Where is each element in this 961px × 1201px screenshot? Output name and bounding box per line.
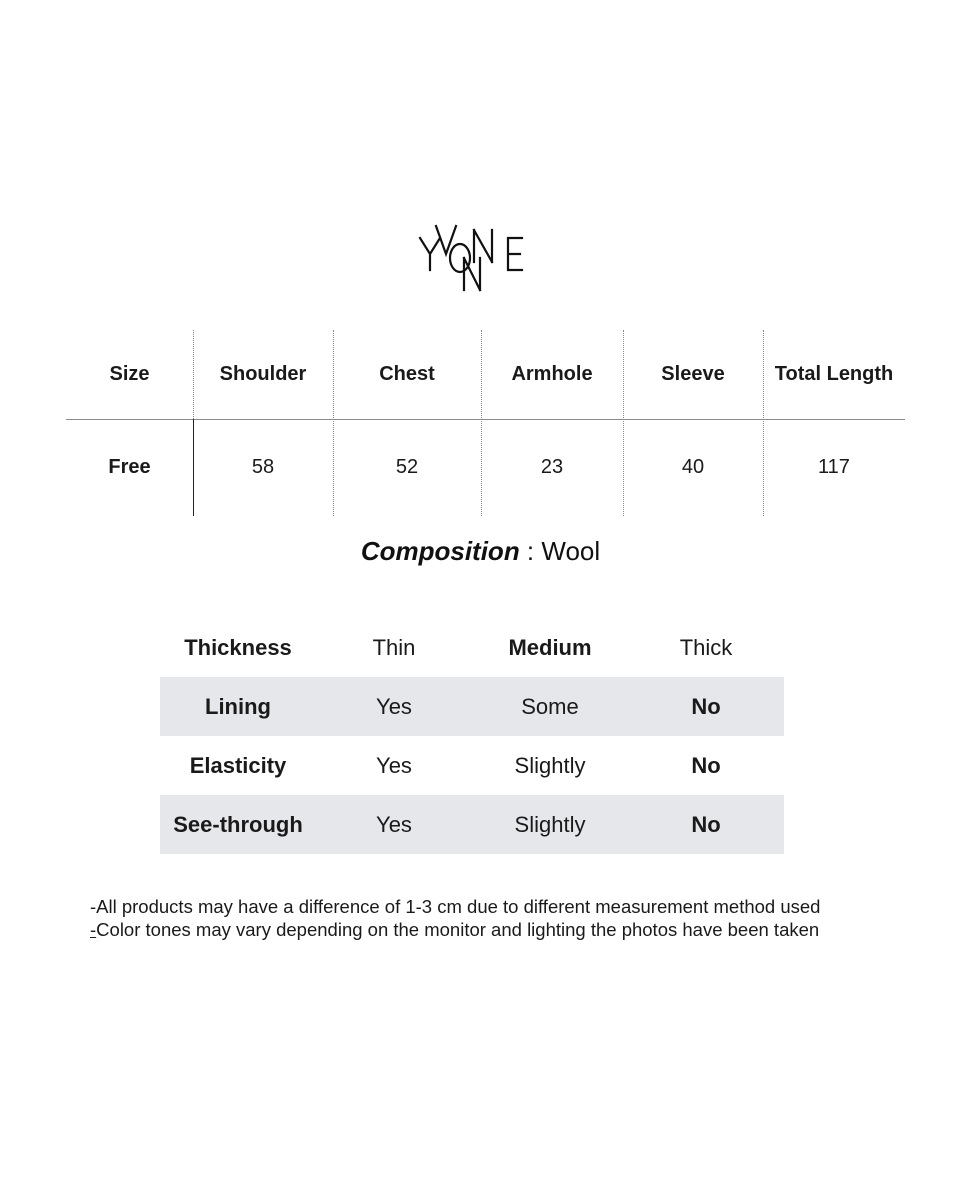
armhole-column [481, 330, 623, 516]
fabric-option: Thick [679, 634, 733, 660]
fabric-option: Thin [372, 634, 416, 660]
fabric-option-selected: No [691, 752, 721, 778]
note-dash: - [90, 919, 97, 940]
fabric-option: Slightly [514, 752, 586, 778]
header-sleeve: Sleeve [661, 363, 725, 385]
brand-logo [416, 220, 528, 294]
fabric-row-lining [160, 677, 784, 736]
fabric-row-elasticity [160, 736, 784, 795]
fabric-row-label: Elasticity [189, 752, 287, 778]
header-armhole: Armhole [511, 363, 593, 385]
column-divider [623, 330, 624, 516]
fabric-option: Yes [376, 811, 412, 837]
sleeve-column [623, 330, 763, 516]
fabric-option-selected: No [691, 811, 721, 837]
fabric-properties-table [160, 618, 784, 854]
column-divider [333, 330, 334, 516]
total-length-column [763, 330, 905, 516]
size-column [66, 330, 193, 516]
note-color-text: Color tones may vary depending on the monitor and lighting the photos have been taken [96, 919, 820, 940]
value-total-length: 117 [818, 456, 850, 478]
column-divider [193, 330, 194, 419]
fabric-option: Slightly [514, 811, 586, 837]
note-measurement: -All products may have a difference of 1-3 cm due to different measurement method used [90, 896, 821, 917]
header-shoulder: Shoulder [219, 363, 307, 385]
fabric-row-see-through [160, 795, 784, 854]
fabric-option: Yes [376, 693, 412, 719]
composition-line [0, 536, 961, 567]
composition-separator: : [519, 536, 542, 566]
value-shoulder: 58 [251, 456, 275, 478]
column-divider [481, 330, 482, 516]
disclaimer-notes [90, 895, 820, 941]
header-divider [66, 419, 905, 420]
shoulder-column [193, 330, 333, 516]
fabric-option-selected: No [691, 693, 721, 719]
header-total-length: Total Length [774, 363, 894, 385]
fabric-option: Yes [376, 752, 412, 778]
column-divider [763, 330, 764, 516]
fabric-row-label: See-through [173, 811, 303, 837]
value-sleeve: 40 [681, 456, 705, 478]
value-size: Free [108, 456, 151, 478]
header-size: Size [109, 363, 150, 385]
fabric-row-label: Thickness [184, 634, 292, 660]
composition-label: Composition [360, 536, 520, 566]
header-chest: Chest [379, 363, 435, 385]
chest-column [333, 330, 481, 516]
fabric-row-thickness [160, 618, 784, 677]
fabric-option: Some [521, 693, 579, 719]
value-armhole: 23 [540, 456, 564, 478]
fabric-option-selected: Medium [508, 634, 592, 660]
note-color-tones [90, 918, 820, 941]
column-divider [193, 419, 194, 516]
composition-value: Wool [541, 536, 601, 566]
fabric-row-label: Lining [205, 693, 271, 719]
size-table [66, 330, 905, 516]
value-chest: 52 [395, 456, 419, 478]
